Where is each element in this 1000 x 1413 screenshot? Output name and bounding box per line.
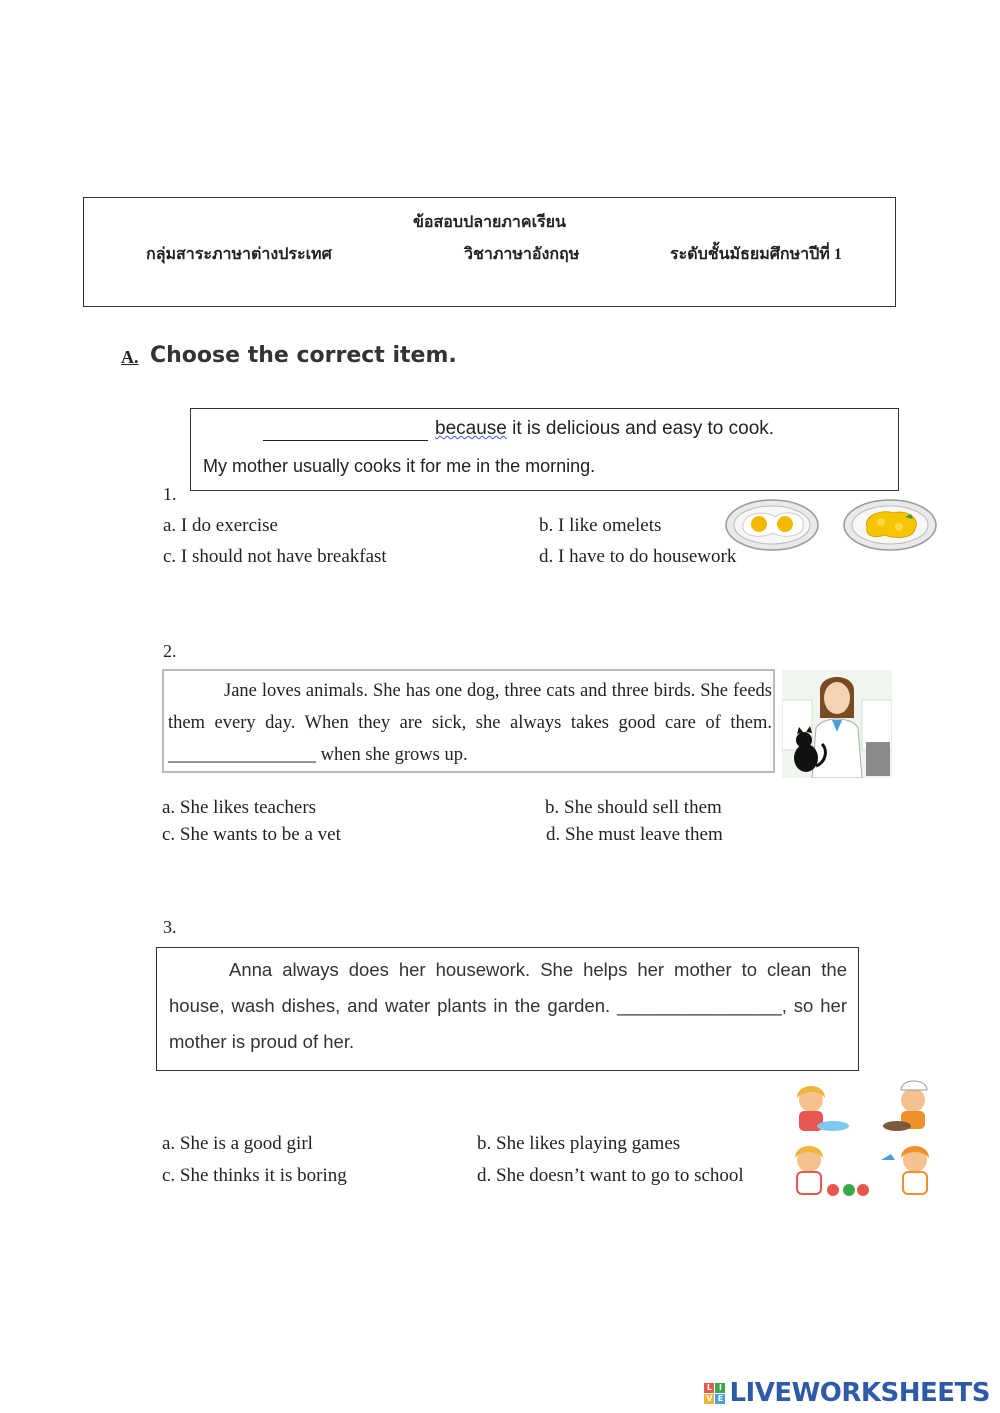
department-label: กลุ่มสาระภาษาต่างประเทศ <box>146 246 332 263</box>
question-2-number: 2. <box>163 641 177 661</box>
subject-label: วิชาภาษาอังกฤษ <box>464 246 580 263</box>
section-letter: A. <box>121 347 139 367</box>
q2-option-a[interactable]: a. She likes teachers <box>162 797 317 818</box>
question-3-text: Anna always does her housework. She helps her mother to clean the house, wash dishes, and water plants in the garden. ________________, so her mother is proud of her. <box>169 959 847 1052</box>
question-1-line-1 <box>435 418 774 440</box>
question-2-text: Jane loves animals. She has one dog, three cats and three birds. She feeds them every day. When they are sick, she always takes good care of them. ________________ when she grows up. <box>168 681 772 765</box>
q1-option-b[interactable]: b. I like omelets <box>539 515 662 536</box>
grade-level-label: ระดับชั้นมัธยมศึกษาปีที่ 1 <box>670 246 842 263</box>
answer-blank[interactable] <box>263 440 428 441</box>
q1-option-d[interactable]: d. I have to do housework <box>539 546 737 567</box>
question-1-number: 1. <box>163 484 177 504</box>
question-1-line-2: My mother usually cooks it for me in the morning. <box>203 456 596 476</box>
q1-option-c[interactable]: c. I should not have breakfast <box>163 546 387 567</box>
fried-egg-image <box>725 497 823 552</box>
q1-option-a[interactable]: a. I do exercise <box>163 515 278 536</box>
q2-option-c[interactable]: c. She wants to be a vet <box>162 824 341 845</box>
logo-badge: L I V E <box>704 1383 725 1404</box>
question-1-prompt-box <box>190 408 899 491</box>
question-3-prompt-box <box>156 947 859 1071</box>
section-title: Choose the correct item. <box>150 343 457 368</box>
q2-option-d[interactable]: d. She must leave them <box>546 824 723 845</box>
spellcheck-word: because <box>435 418 507 439</box>
exam-header-box <box>83 197 896 307</box>
q3-option-b[interactable]: b. She likes playing games <box>477 1133 681 1154</box>
exam-title: ข้อสอบปลายภาคเรียน <box>412 214 566 231</box>
question-3-number: 3. <box>163 917 177 937</box>
q3-option-d[interactable]: d. She doesn’t want to go to school <box>477 1165 744 1186</box>
vet-with-cat-image <box>782 670 892 778</box>
scrambled-egg-image <box>843 497 939 552</box>
q2-option-b[interactable]: b. She should sell them <box>545 797 722 818</box>
question-1-line-1-rest: it is delicious and easy to cook. <box>506 418 775 439</box>
q3-option-c[interactable]: c. She thinks it is boring <box>162 1165 347 1186</box>
housework-kids-image <box>785 1080 955 1200</box>
liveworksheets-logo <box>704 1378 990 1408</box>
q3-option-a[interactable]: a. She is a good girl <box>162 1133 313 1154</box>
logo-text: LIVEWORKSHEETS <box>729 1378 990 1408</box>
question-2-prompt-box <box>162 669 775 773</box>
